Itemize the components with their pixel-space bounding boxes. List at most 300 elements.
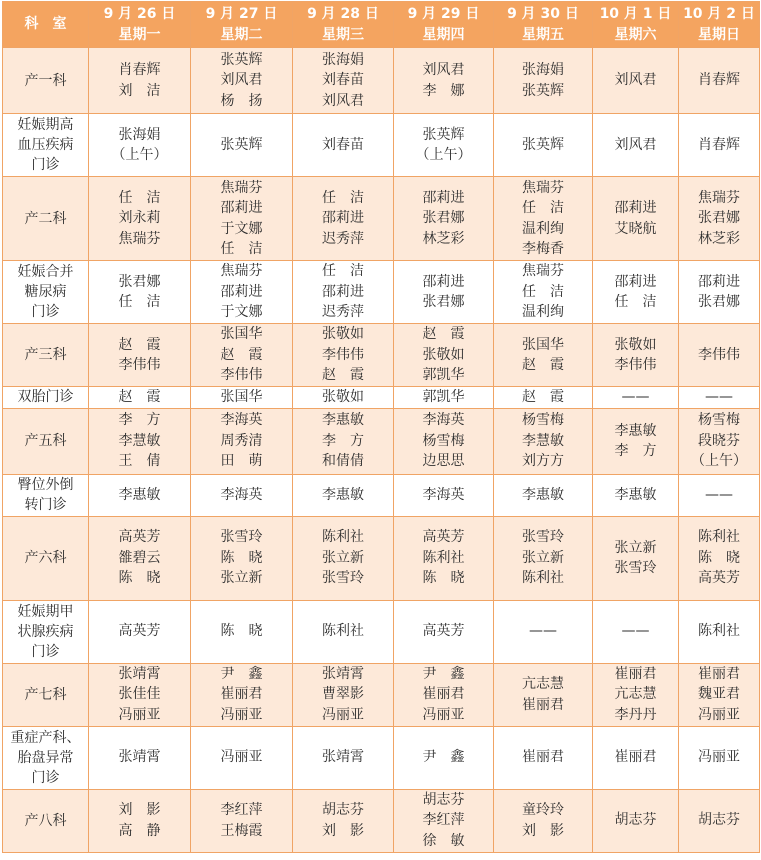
duty-cell [593,261,679,324]
doctor-name: 杨雪梅 [422,432,465,449]
dept-cell [3,324,89,387]
doctor-name: —— [705,486,733,503]
doctor-name: 刘风君 [220,72,263,89]
duty-cell [191,474,293,516]
duty-cell [293,408,394,474]
duty-cell [293,726,394,789]
doctor-name: 邵莉进 [322,283,364,300]
dept-name-line: 转门诊 [24,497,67,513]
doctor-name: 李 方 [322,432,364,449]
duty-cell [679,114,760,177]
doctor-name: 冯丽亚 [322,706,364,723]
doctor-name: 胡志芬 [698,812,740,829]
duty-cell [293,663,394,726]
duty-cell [191,789,293,852]
duty-cell [89,387,191,409]
doctor-name: 李慧敏 [522,432,564,449]
doctor-name: 张君娜 [118,273,161,290]
doctor-name: 邵莉进 [220,200,263,216]
doctor-name: 崔丽君 [614,665,657,682]
doctor-name: 陈 晓 [698,549,740,566]
table-row [3,474,760,516]
dept-cell [3,789,89,852]
doctor-name: 崔丽君 [698,665,740,682]
dept-cell [3,387,89,409]
doctor-name: 张雪玲 [522,529,564,546]
duty-cell [89,114,191,177]
doctor-name: 冯丽亚 [698,706,740,723]
duty-cell [679,516,760,600]
doctor-name: 高英芳 [118,529,161,546]
duty-cell [394,663,494,726]
doctor-name: 张英辉 [220,136,263,153]
doctor-name: 尹 鑫 [220,665,263,682]
doctor-name: 焦瑞芬 [118,230,161,247]
doctor-name: 李惠敏 [118,486,161,503]
day-weekday: 星期六 [614,26,657,43]
header-row [3,2,760,48]
doctor-name: 冯丽亚 [118,706,161,723]
doctor-name: 焦瑞芬 [220,263,263,280]
dept-name-line: 门诊 [31,769,60,786]
doctor-name: 和倩倩 [322,453,364,470]
doctor-name: 于文娜 [220,220,263,237]
doctor-name: 陈利社 [698,623,740,640]
doctor-name: 李惠敏 [322,412,364,429]
doctor-name: 周秀清 [220,432,263,449]
doctor-name: 高英芳 [118,623,161,640]
dept-name-line: 胎盘异常 [17,749,74,766]
duty-cell [494,387,593,409]
doctor-name: 任 洁 [118,294,161,310]
dept-cell [3,474,89,516]
duty-cell [679,600,760,663]
doctor-name: 冯丽亚 [422,706,465,723]
doctor-name: 徐 敏 [422,832,465,849]
dept-name-line: 臀位外倒 [17,477,74,493]
day-weekday: 星期一 [118,26,161,43]
duty-cell [89,48,191,114]
duty-cell [191,177,293,261]
doctor-name: 任 洁 [322,263,364,280]
dept-cell [3,663,89,726]
doctor-name: 曹翠影 [322,686,364,703]
dept-name-line: 妊娠期甲 [17,603,74,620]
duty-cell [593,726,679,789]
doctor-name: 林芝彩 [698,230,740,247]
doctor-name: 张靖霄 [118,749,161,766]
duty-cell [89,324,191,387]
dept-cell [3,408,89,474]
duty-cell [89,408,191,474]
duty-cell [593,324,679,387]
duty-cell [593,114,679,177]
doctor-name: 刘 洁 [118,82,161,99]
duty-cell [679,726,760,789]
duty-cell [494,324,593,387]
doctor-name: 张君娜 [698,294,740,310]
table-row [3,516,760,600]
doctor-name: 刘风君 [614,136,657,153]
dept-name-line: 血压疾病 [17,137,74,153]
duty-cell [679,261,760,324]
duty-cell [679,474,760,516]
doctor-name: 陈 晓 [220,623,263,640]
duty-cell [679,324,760,387]
doctor-name: 张靖霄 [322,749,364,766]
doctor-name: 郭凯华 [422,367,465,384]
duty-cell [293,114,394,177]
duty-cell [593,663,679,726]
doctor-name: 刘春苗 [322,72,364,89]
doctor-name: 李海英 [422,486,465,503]
doctor-name: （上午） [691,453,747,470]
doctor-name: 邵莉进 [422,273,465,290]
doctor-name: 陈利社 [322,623,364,640]
day-date: 9 月 28 日 [307,6,379,22]
duty-cell [191,114,293,177]
dept-name-line: 重症产科、 [10,729,81,746]
duty-cell [89,177,191,261]
day-header [191,2,293,48]
doctor-name: 于文娜 [220,304,263,321]
doctor-name: 艾晓航 [614,220,657,237]
doctor-name: 张立新 [220,570,263,587]
duty-cell [89,789,191,852]
doctor-name: 陈利社 [322,529,364,546]
doctor-name: 田 萌 [220,453,263,470]
duty-cell [394,324,494,387]
doctor-name: 陈利社 [522,570,564,587]
doctor-name: 赵 霞 [118,336,161,353]
doctor-name: 张立新 [322,549,364,566]
duty-cell [494,516,593,600]
doctor-name: 张雪玲 [322,570,364,587]
doctor-name: 张国华 [522,336,564,353]
doctor-name: 焦瑞芬 [522,179,564,196]
doctor-name: 迟秀萍 [322,230,364,247]
dept-name-line: 妊娠合并 [17,264,74,280]
duty-cell [293,177,394,261]
doctor-name: 陈 晓 [118,570,161,587]
duty-cell [394,387,494,409]
table-row [3,177,760,261]
doctor-name: 张靖霄 [118,665,161,682]
duty-cell [191,48,293,114]
doctor-name: 焦瑞芬 [698,189,740,206]
doctor-name: —— [705,389,733,405]
doctor-name: 张海娟 [118,126,161,143]
doctor-name: 邵莉进 [220,283,263,300]
duty-cell [394,789,494,852]
doctor-name: 亢志慧 [522,676,564,692]
dept-cell [3,726,89,789]
doctor-name: 高英芳 [698,570,740,587]
doctor-name: 张君娜 [422,210,465,227]
doctor-name: 张佳佳 [118,686,161,703]
dept-cell [3,261,89,324]
duty-cell [593,516,679,600]
doctor-name: 肖春辉 [118,62,161,78]
dept-name-line: 产八科 [24,812,67,829]
doctor-name: 高 静 [118,822,161,839]
duty-cell [293,474,394,516]
doctor-name: 李海英 [422,412,465,429]
doctor-name: 邵莉进 [614,273,657,290]
day-date: 9 月 29 日 [407,6,480,22]
duty-cell [494,663,593,726]
duty-cell [494,114,593,177]
duty-cell [394,408,494,474]
duty-cell [191,726,293,789]
dept-name-line: 产一科 [24,72,67,89]
duty-schedule-table [2,1,760,853]
doctor-name: 任 洁 [322,189,364,206]
doctor-name: 边思思 [422,453,465,470]
doctor-name: 刘 影 [522,822,564,839]
dept-name-line: 双胎门诊 [17,389,74,406]
doctor-name: 李惠敏 [614,486,657,503]
doctor-name: 张海娟 [322,51,364,68]
doctor-name: 张英辉 [522,136,564,153]
doctor-name: 李海英 [220,412,263,429]
table-row [3,48,760,114]
doctor-name: 李 娜 [422,82,465,99]
doctor-name: 李海英 [220,486,263,503]
doctor-name: 张敬如 [422,346,465,363]
duty-cell [89,261,191,324]
doctor-name: 尹 鑫 [422,749,465,766]
doctor-name: 尹 鑫 [422,665,465,682]
day-weekday: 星期二 [220,26,263,43]
duty-cell [593,408,679,474]
doctor-name: 张雪玲 [220,529,263,546]
doctor-name: 李红萍 [422,812,465,829]
doctor-name: 冯丽亚 [220,706,263,723]
doctor-name: 林芝彩 [422,230,465,247]
dept-cell [3,177,89,261]
doctor-name: 任 洁 [118,189,161,206]
day-date: 10 月 1 日 [599,6,672,22]
doctor-name: 赵 霞 [522,357,564,373]
duty-cell [494,789,593,852]
doctor-name: 高英芳 [422,529,465,546]
duty-cell [494,177,593,261]
day-header [494,2,593,48]
doctor-name: 温利绚 [522,220,564,237]
day-header [89,2,191,48]
duty-cell [394,177,494,261]
doctor-name: 李惠敏 [522,486,564,503]
doctor-name: 张立新 [614,539,657,556]
day-header [593,2,679,48]
dept-column-header: 科 室 [3,2,89,48]
doctor-name: 刘风君 [422,62,465,78]
duty-cell [494,261,593,324]
doctor-name: 段晓芬 [698,432,740,449]
doctor-name: 张君娜 [422,294,465,310]
doctor-name: 陈 晓 [422,570,465,587]
doctor-name: 李伟伟 [220,367,263,384]
doctor-name: 陈利社 [698,529,740,546]
day-date: 9 月 27 日 [205,6,278,22]
day-date: 9 月 26 日 [103,6,176,22]
doctor-name: 邵莉进 [422,189,465,206]
day-date: 9 月 30 日 [507,6,579,22]
doctor-name: 刘方方 [522,453,564,470]
duty-cell [494,474,593,516]
doctor-name: 肖春辉 [698,72,740,89]
duty-cell [394,474,494,516]
duty-cell [293,789,394,852]
doctor-name: 邵莉进 [322,210,364,227]
doctor-name: 任 洁 [220,241,263,257]
doctor-name: 李红萍 [220,802,263,818]
dept-cell [3,600,89,663]
duty-cell [89,600,191,663]
doctor-name: 李惠敏 [614,422,657,439]
day-date: 10 月 2 日 [683,6,755,22]
doctor-name: 赵 霞 [322,367,364,384]
dept-cell [3,114,89,177]
doctor-name: 张敬如 [322,389,364,405]
duty-cell [394,114,494,177]
doctor-name: 邵莉进 [698,273,740,290]
doctor-name: 李伟伟 [614,357,657,373]
table-row [3,324,760,387]
doctor-name: 李 方 [614,443,657,459]
doctor-name: 雒碧云 [118,549,161,566]
doctor-name: 刘风君 [614,72,657,89]
table-row [3,114,760,177]
doctor-name: 赵 霞 [118,389,161,405]
table-row [3,408,760,474]
schedule-page [0,1,761,860]
duty-cell [679,408,760,474]
duty-cell [593,600,679,663]
doctor-name: 崔丽君 [522,749,564,766]
duty-cell [394,48,494,114]
dept-name-line: 产三科 [24,347,67,363]
table-row [3,387,760,409]
doctor-name: 肖春辉 [698,136,740,153]
doctor-name: 张靖霄 [322,665,364,682]
doctor-name: 冯丽亚 [698,749,740,766]
duty-cell [679,663,760,726]
duty-cell [494,726,593,789]
doctor-name: 迟秀萍 [322,304,364,321]
doctor-name: 郭凯华 [422,389,465,405]
duty-cell [679,387,760,409]
doctor-name: 张英辉 [220,51,263,68]
table-row [3,600,760,663]
duty-cell [494,600,593,663]
duty-cell [293,261,394,324]
doctor-name: 李惠敏 [322,486,364,503]
day-header [394,2,494,48]
doctor-name: —— [529,623,557,640]
duty-cell [293,600,394,663]
doctor-name: 张英辉 [522,82,564,99]
table-row [3,726,760,789]
doctor-name: —— [621,389,650,405]
dept-cell [3,516,89,600]
duty-cell [89,726,191,789]
day-weekday: 星期四 [422,26,465,43]
doctor-name: 崔丽君 [422,686,465,703]
doctor-name: 张君娜 [698,210,740,227]
table-header [3,2,760,48]
doctor-name: 王梅霞 [220,822,263,839]
duty-cell [293,516,394,600]
doctor-name: 刘 影 [322,822,364,839]
doctor-name: 刘永莉 [118,210,161,227]
duty-cell [679,789,760,852]
doctor-name: 李 方 [118,412,161,429]
duty-cell [593,474,679,516]
duty-cell [191,516,293,600]
doctor-name: 温利绚 [522,304,564,321]
dept-cell [3,48,89,114]
day-weekday: 星期三 [322,26,364,43]
dept-name-line: 门诊 [31,643,60,660]
duty-cell [89,474,191,516]
duty-cell [679,177,760,261]
table-row [3,663,760,726]
doctor-name: 张国华 [220,326,263,343]
doctor-name: 胡志芬 [614,812,657,829]
table-row [3,789,760,852]
duty-cell [593,789,679,852]
doctor-name: 张海娟 [522,62,564,78]
doctor-name: 陈利社 [422,549,465,566]
duty-cell [679,48,760,114]
doctor-name: 张雪玲 [614,560,657,576]
doctor-name: 赵 霞 [220,346,263,363]
doctor-name: （上午） [111,147,168,163]
doctor-name: 焦瑞芬 [522,263,564,280]
day-weekday: 星期日 [698,26,740,43]
doctor-name: 亢志慧 [614,686,657,703]
duty-cell [191,600,293,663]
duty-cell [394,261,494,324]
dept-name-line: 产七科 [24,686,67,703]
doctor-name: 张敬如 [614,336,657,353]
doctor-name: 崔丽君 [220,686,263,703]
dept-name-line: 产五科 [24,433,67,449]
doctor-name: 冯丽亚 [220,749,263,766]
doctor-name: 陈 晓 [220,549,263,566]
duty-cell [494,408,593,474]
dept-name-line: 妊娠期高 [17,117,74,133]
duty-cell [394,600,494,663]
doctor-name: 任 洁 [614,294,657,310]
doctor-name: 杨雪梅 [522,412,564,429]
doctor-name: 张国华 [220,389,263,405]
doctor-name: —— [621,623,650,640]
duty-cell [293,324,394,387]
doctor-name: 杨 扬 [220,92,263,109]
duty-cell [593,48,679,114]
duty-cell [293,48,394,114]
dept-name-line: 糖尿病 [24,284,67,300]
doctor-name: 魏亚君 [698,686,740,703]
doctor-name: 李伟伟 [118,357,161,373]
dept-name-line: 产二科 [24,210,67,227]
duty-cell [191,387,293,409]
duty-cell [494,48,593,114]
doctor-name: 胡志芬 [322,802,364,818]
